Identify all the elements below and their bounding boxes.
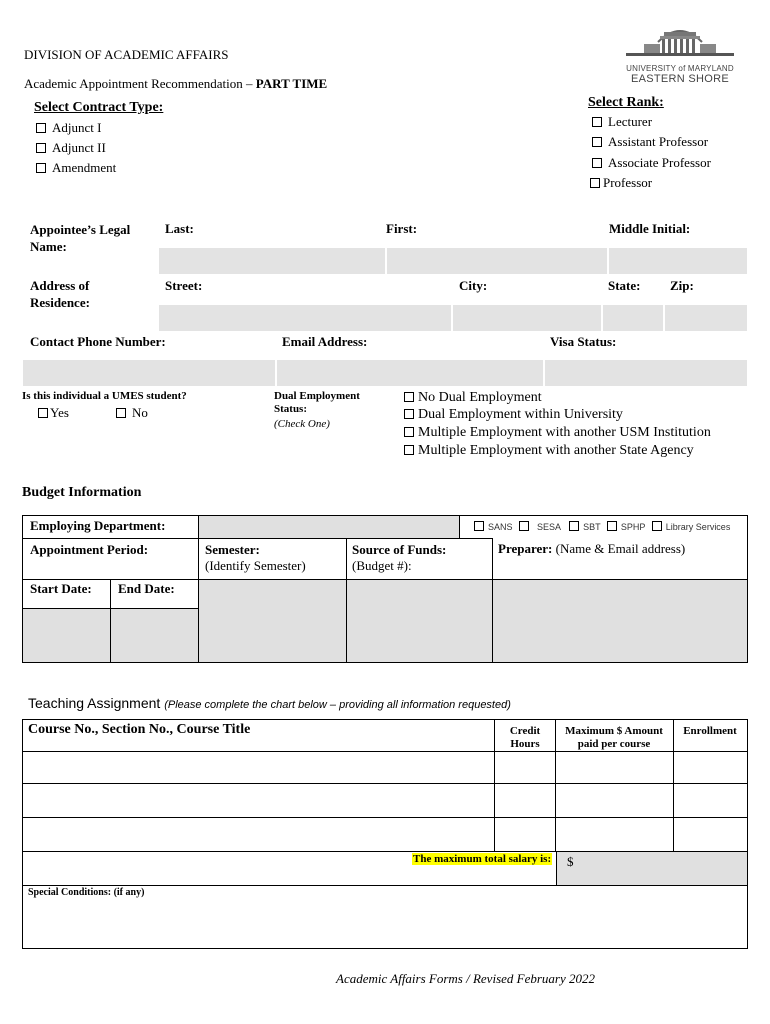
contract-option-adjunct-1[interactable]: Adjunct I: [36, 120, 101, 136]
start-date-label: Start Date:: [30, 581, 92, 596]
max-salary-label: The maximum total salary is:: [413, 853, 552, 865]
city-label: City:: [459, 278, 488, 293]
building-icon: [624, 18, 736, 60]
divider: [22, 885, 748, 886]
preparer-input[interactable]: [493, 580, 747, 662]
phone-input[interactable]: [22, 359, 276, 387]
col-credit-header: Credit Hours: [509, 725, 541, 750]
teaching-heading: Teaching Assignment (Please complete the chart below – providing all information requested): [28, 695, 511, 711]
course-row-3[interactable]: [23, 818, 494, 851]
logo-line1: UNIVERSITY of MARYLAND: [626, 64, 734, 73]
state-label: State:: [608, 278, 641, 293]
dual-employment-label: Dual Employment Status:: [274, 390, 360, 415]
checkbox-icon[interactable]: [38, 408, 48, 418]
state-input[interactable]: [602, 304, 664, 332]
checkbox-icon[interactable]: [592, 137, 602, 147]
budget-heading: Budget Information: [22, 485, 142, 500]
email-label: Email Address:: [282, 334, 368, 349]
middle-initial-label: Middle Initial:: [609, 221, 691, 236]
legal-name-label: Appointee’s Legal Name:: [30, 222, 131, 254]
special-conditions-input[interactable]: [23, 899, 747, 948]
divider: [494, 719, 495, 852]
address-label: Address of Residence:: [30, 278, 90, 310]
checkbox-icon[interactable]: [404, 445, 414, 455]
divider: [22, 538, 492, 539]
middle-initial-input[interactable]: [608, 247, 748, 275]
special-conditions-label: Special Conditions: (if any): [28, 887, 145, 898]
checkbox-icon[interactable]: [116, 408, 126, 418]
last-name-input[interactable]: [158, 247, 386, 275]
city-input[interactable]: [452, 304, 602, 332]
footer-revision: Academic Affairs Forms / Revised February 2022: [336, 971, 595, 986]
checkbox-icon[interactable]: [652, 521, 662, 531]
rank-option-associate[interactable]: Associate Professor: [592, 155, 711, 171]
checkbox-icon[interactable]: [36, 123, 46, 133]
checkbox-icon[interactable]: [404, 392, 414, 402]
semester-cell: Semester: (Identify Semester): [205, 542, 306, 573]
street-input[interactable]: [158, 304, 452, 332]
source-of-funds-cell: Source of Funds: (Budget #):: [352, 542, 447, 573]
checkbox-icon[interactable]: [592, 117, 602, 127]
phone-label: Contact Phone Number:: [30, 334, 166, 349]
start-date-input[interactable]: [23, 609, 110, 662]
dual-option-state[interactable]: Multiple Employment with another State Agency: [404, 443, 694, 459]
email-input[interactable]: [276, 359, 544, 387]
dual-option-usm[interactable]: Multiple Employment with another USM Institution: [404, 425, 711, 441]
contract-type-heading: Select Contract Type:: [34, 100, 164, 115]
divider: [555, 719, 556, 852]
rank-option-lecturer[interactable]: Lecturer: [592, 114, 652, 130]
dual-option-within[interactable]: Dual Employment within University: [404, 407, 623, 423]
student-question: Is this individual a UMES student?: [22, 390, 187, 402]
rank-option-professor[interactable]: Professor: [590, 175, 652, 191]
first-name-input[interactable]: [386, 247, 608, 275]
checkbox-icon[interactable]: [607, 521, 617, 531]
employing-department-input[interactable]: [198, 516, 460, 539]
course-row-2[interactable]: [23, 784, 494, 817]
checkbox-icon[interactable]: [36, 163, 46, 173]
course-row-1[interactable]: [23, 752, 494, 783]
col-course-header: Course No., Section No., Course Title: [28, 722, 251, 737]
semester-input[interactable]: [199, 580, 346, 662]
logo-line2: EASTERN SHORE: [630, 73, 730, 85]
col-enroll-header: Enrollment: [683, 725, 737, 737]
checkbox-icon[interactable]: [404, 427, 414, 437]
visa-input[interactable]: [544, 359, 748, 387]
employing-department-label: Employing Department:: [30, 518, 166, 533]
visa-label: Visa Status:: [550, 334, 617, 349]
dual-option-none[interactable]: No Dual Employment: [404, 390, 542, 406]
last-name-label: Last:: [165, 221, 194, 236]
max-salary-input[interactable]: [556, 852, 747, 885]
end-date-input[interactable]: [111, 609, 198, 662]
first-name-label: First:: [386, 221, 418, 236]
department-units: SANS SESA SBT SPHP Library Services: [474, 521, 730, 532]
currency-symbol: $: [567, 854, 574, 869]
checkbox-icon[interactable]: [404, 409, 414, 419]
col-max-header: Maximum $ Amount paid per course: [565, 725, 663, 750]
umes-logo: [624, 18, 736, 85]
divider: [673, 719, 674, 852]
end-date-label: End Date:: [118, 581, 175, 596]
student-no-option[interactable]: No: [116, 405, 148, 421]
checkbox-icon[interactable]: [36, 143, 46, 153]
student-yes-option[interactable]: Yes: [38, 405, 69, 421]
zip-label: Zip:: [670, 278, 694, 293]
source-of-funds-input[interactable]: [347, 580, 492, 662]
contract-option-amendment[interactable]: Amendment: [36, 160, 116, 176]
preparer-cell: Preparer: (Name & Email address): [498, 541, 686, 556]
division-title: DIVISION OF ACADEMIC AFFAIRS: [24, 47, 229, 62]
checkbox-icon[interactable]: [590, 178, 600, 188]
form-title: Academic Appointment Recommendation – PART TIME: [24, 76, 328, 91]
street-label: Street:: [165, 278, 203, 293]
rank-option-assistant[interactable]: Assistant Professor: [592, 134, 708, 150]
checkbox-icon[interactable]: [519, 521, 529, 531]
checkbox-icon[interactable]: [474, 521, 484, 531]
dual-employment-hint: (Check One): [274, 418, 330, 430]
contract-option-adjunct-2[interactable]: Adjunct II: [36, 140, 106, 156]
checkbox-icon[interactable]: [592, 158, 602, 168]
checkbox-icon[interactable]: [569, 521, 579, 531]
zip-input[interactable]: [664, 304, 748, 332]
appointment-period-label: Appointment Period:: [30, 542, 149, 557]
rank-heading: Select Rank:: [588, 95, 664, 110]
